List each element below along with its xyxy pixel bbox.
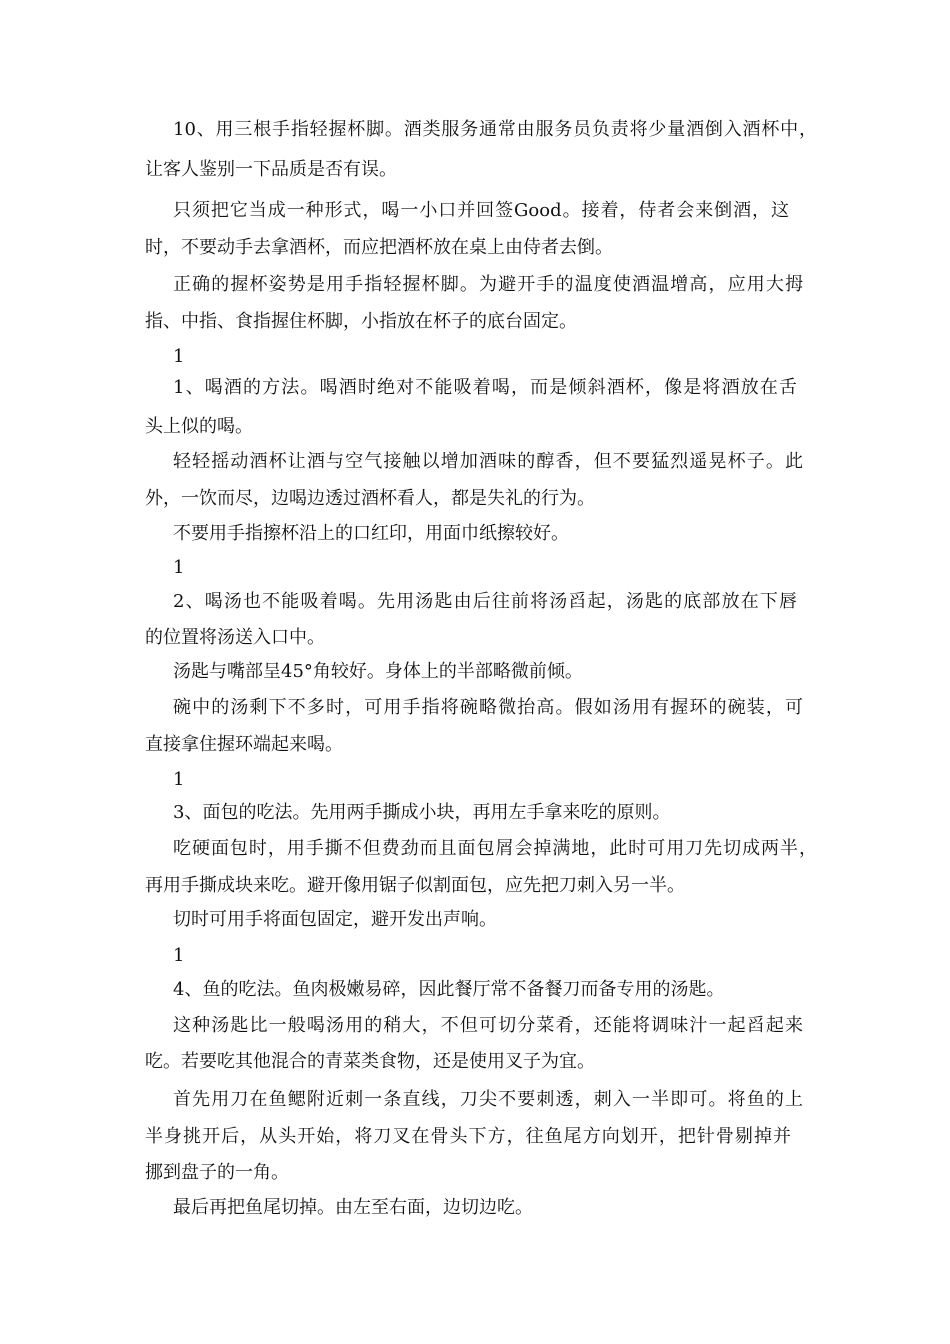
paragraph-line: 切时可用手将面包固定，避开发出声响。 [173, 909, 497, 930]
paragraph-line: 让客人鉴别一下品质是否有误。 [145, 159, 397, 180]
paragraph-line: 吃。若要吃其他混合的青菜类食物，还是使用叉子为宜。 [145, 1051, 595, 1072]
paragraph-line: 10、用三根手指轻握杯脚。酒类服务通常由服务员负责将少量酒倒入酒杯中， [173, 119, 817, 140]
page-number: 1 [173, 945, 185, 966]
page-number: 1 [173, 557, 185, 578]
paragraph-line: 首先用刀在鱼鳃附近刺一条直线，刀尖不要刺透，刺入一半即可。将鱼的上 [173, 1089, 803, 1110]
paragraph-line: 外，一饮而尽，边喝边透过酒杯看人，都是失礼的行为。 [145, 488, 595, 509]
paragraph-line: 1、喝酒的方法。喝酒时绝对不能吸着喝，而是倾斜酒杯，像是将酒放在舌 [173, 377, 797, 398]
page-number: 1 [173, 769, 185, 790]
paragraph-line: 碗中的汤剩下不多时，可用手指将碗略微抬高。假如汤用有握环的碗装，可 [173, 697, 803, 718]
paragraph-line: 不要用手指擦杯沿上的口红印，用面巾纸擦较好。 [173, 523, 569, 544]
paragraph-line: 再用手撕成块来吃。避开像用锯子似割面包，应先把刀刺入另一半。 [145, 875, 685, 896]
paragraph-line: 正确的握杯姿势是用手指轻握杯脚。为避开手的温度使酒温增高，应用大拇 [173, 274, 803, 295]
paragraph-line: 汤匙与嘴部呈45°角较好。身体上的半部略微前倾。 [173, 661, 583, 682]
paragraph-line: 只须把它当成一种形式，喝一小口并回签Good。接着，侍者会来倒酒，这 [173, 200, 789, 221]
paragraph-line: 4、鱼的吃法。鱼肉极嫩易碎，因此餐厅常不备餐刀而备专用的汤匙。 [173, 979, 725, 1000]
paragraph-line: 指、中指、食指握住杯脚，小指放在杯子的底台固定。 [145, 311, 577, 332]
paragraph-line: 头上似的喝。 [145, 416, 253, 437]
paragraph-line: 这种汤匙比一般喝汤用的稍大，不但可切分菜肴，还能将调味汁一起舀起来 [173, 1015, 803, 1036]
paragraph-line: 3、面包的吃法。先用两手撕成小块，再用左手拿来吃的原则。 [173, 802, 671, 823]
paragraph-line: 半身挑开后，从头开始，将刀叉在骨头下方，往鱼尾方向划开，把针骨剔掉并 [145, 1126, 791, 1147]
paragraph-line: 最后再把鱼尾切掉。由左至右面，边切边吃。 [173, 1197, 533, 1218]
paragraph-line: 直接拿住握环端起来喝。 [145, 734, 343, 755]
paragraph-line: 挪到盘子的一角。 [145, 1162, 289, 1183]
paragraph-line: 的位置将汤送入口中。 [145, 627, 325, 648]
paragraph-line: 2、喝汤也不能吸着喝。先用汤匙由后往前将汤舀起，汤匙的底部放在下唇 [173, 591, 797, 612]
paragraph-line: 轻轻摇动酒杯让酒与空气接触以增加酒味的醇香，但不要猛烈遥晃杯子。此 [173, 451, 803, 472]
paragraph-line: 时，不要动手去拿酒杯，而应把酒杯放在桌上由侍者去倒。 [145, 237, 613, 258]
page-number: 1 [173, 346, 185, 367]
paragraph-line: 吃硬面包时，用手撕不但费劲而且面包屑会掉满地，此时可用刀先切成两半， [173, 838, 817, 859]
